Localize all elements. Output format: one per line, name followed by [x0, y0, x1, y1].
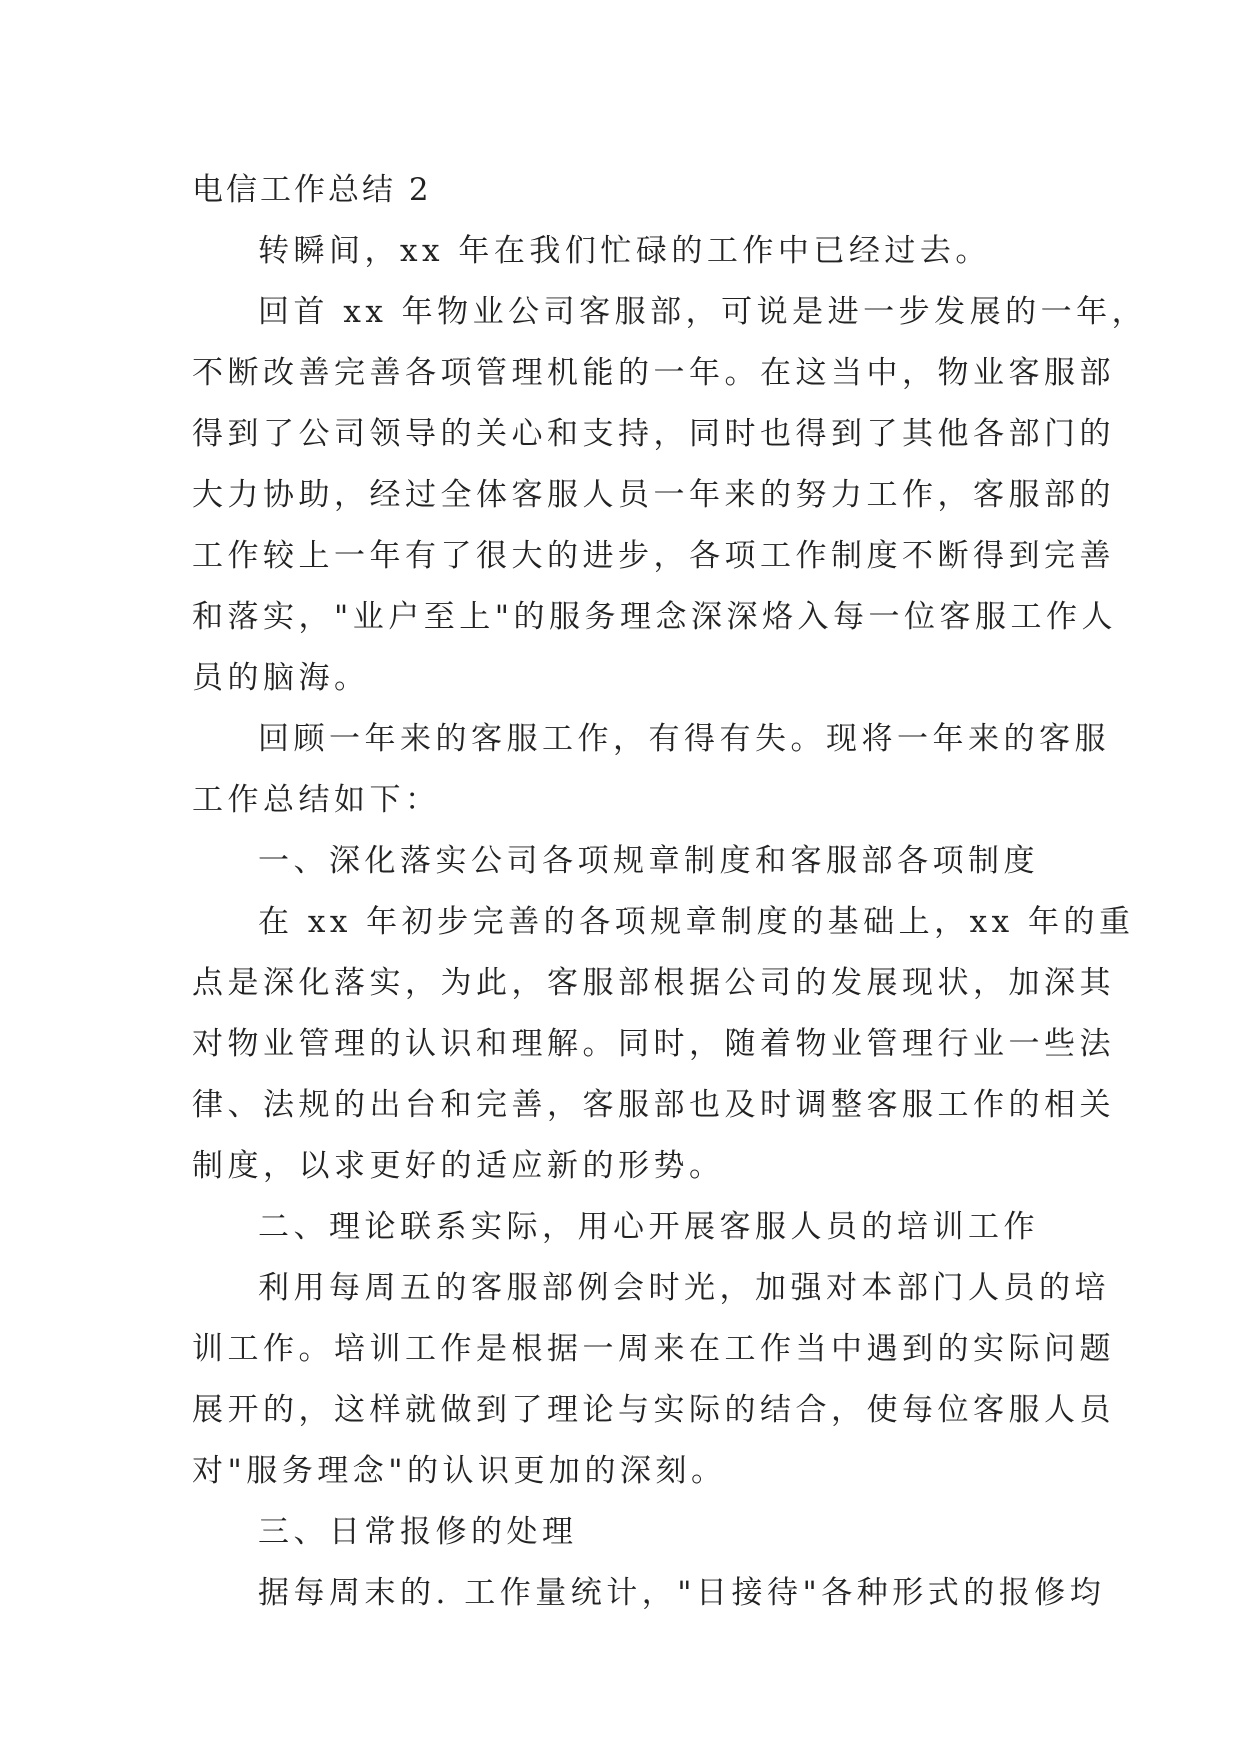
section-heading: 二、理论联系实际，用心开展客服人员的培训工作: [258, 1209, 1039, 1245]
text-line: 展开的，这样就做到了理论与实际的结合，使每位客服人员: [192, 1392, 1115, 1428]
text-line: 大力协助，经过全体客服人员一年来的努力工作，客服部的: [192, 477, 1115, 513]
text-line: 据每周末的. 工作量统计，"日接待"各种形式的报修均: [258, 1575, 1106, 1611]
text-line: 转瞬间，xx 年在我们忙碌的工作中已经过去。: [258, 233, 991, 269]
text-line: 训工作。培训工作是根据一周来在工作当中遇到的实际问题: [192, 1331, 1115, 1367]
section-heading: 三、日常报修的处理: [258, 1514, 578, 1550]
text-line: 利用每周五的客服部例会时光，加强对本部门人员的培: [258, 1270, 1110, 1306]
text-line: 对"服务理念"的认识更加的深刻。: [192, 1453, 727, 1489]
text-line: 工作较上一年有了很大的进步，各项工作制度不断得到完善: [192, 538, 1115, 574]
text-line: 工作总结如下：: [192, 782, 441, 818]
text-line: 律、法规的出台和完善，客服部也及时调整客服工作的相关: [192, 1087, 1115, 1123]
document-title: 电信工作总结 2: [192, 172, 432, 208]
text-line: 点是深化落实，为此，客服部根据公司的发展现状，加深其: [192, 965, 1115, 1001]
text-line: 不断改善完善各项管理机能的一年。在这当中，物业客服部: [192, 355, 1115, 391]
text-line: 和落实，"业户至上"的服务理念深深烙入每一位客服工作人: [192, 599, 1118, 635]
text-line: 得到了公司领导的关心和支持，同时也得到了其他各部门的: [192, 416, 1115, 452]
text-line: 员的脑海。: [192, 660, 370, 696]
text-line: 对物业管理的认识和理解。同时，随着物业管理行业一些法: [192, 1026, 1115, 1062]
text-line: 制度，以求更好的适应新的形势。: [192, 1148, 725, 1184]
text-line: 回顾一年来的客服工作，有得有失。现将一年来的客服: [258, 721, 1110, 757]
text-line: 在 xx 年初步完善的各项规章制度的基础上，xx 年的重: [258, 904, 1135, 940]
document-body: [192, 160, 1148, 1624]
section-heading: 一、深化落实公司各项规章制度和客服部各项制度: [258, 843, 1039, 879]
text-line: 回首 xx 年物业公司客服部，可说是进一步发展的一年，: [258, 294, 1148, 330]
